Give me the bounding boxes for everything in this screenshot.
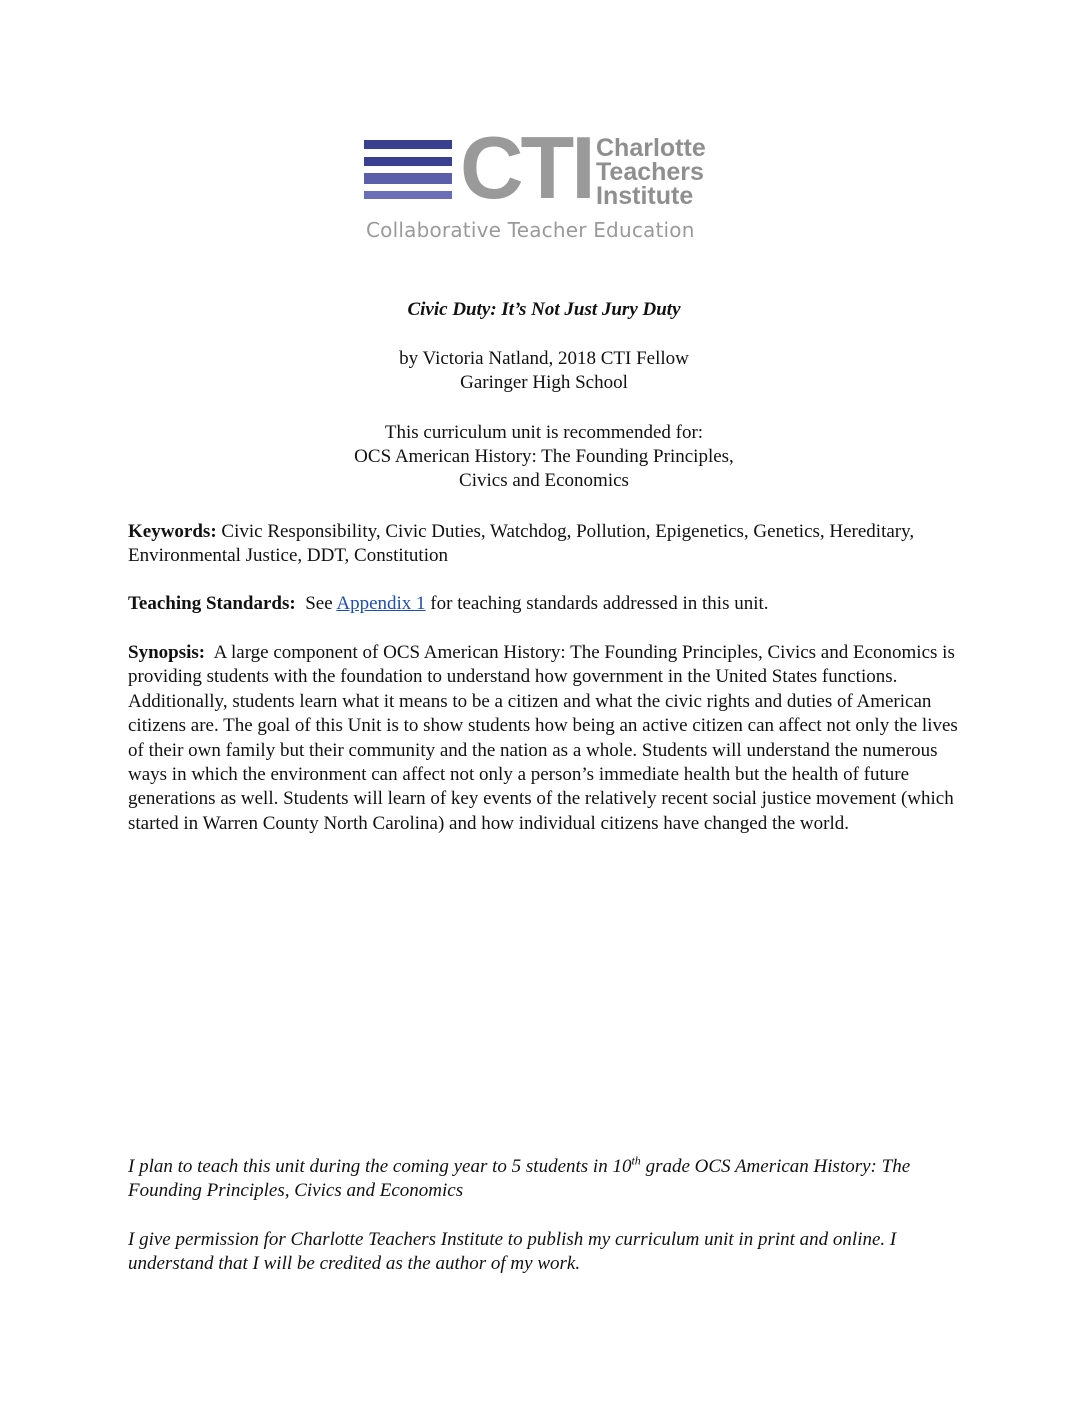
author-line: by Victoria Natland, 2018 CTI Fellow bbox=[399, 348, 689, 369]
logo-name bbox=[596, 136, 706, 208]
logo-tagline: Collaborative Teacher Education bbox=[366, 218, 695, 242]
logo-stripe bbox=[364, 173, 452, 184]
synopsis-text: A large component of OCS American History: The Founding Principles, Civics and Economics is providing students with the foundation to understand how government in the United States functions. Additionally, students learn what it means to be a citizen and what the civic rights and duties of American citizens are. The goal of this Unit is to show students how being an active citizen can affect not only the lives of their own family but their community and the nation as a whole. Students will understand the numerous ways in which the environment can affect not only a person’s immediate health but the health of future generations as well. Students will learn of key events of the relatively recent social justice movement (which started in Warren County North Carolina) and how individual citizens have changed the world. bbox=[128, 642, 958, 834]
plan-superscript: th bbox=[631, 1153, 641, 1168]
recommendation-intro: This curriculum unit is recommended for: bbox=[384, 422, 704, 443]
plan-text-rest: grade OCS American History: The Founding Principles, Civics and Economics bbox=[128, 1156, 911, 1202]
document-title: Civic Duty: It’s Not Just Jury Duty bbox=[407, 299, 681, 320]
school-line: Garinger High School bbox=[460, 372, 628, 393]
synopsis-label: Synopsis: bbox=[128, 642, 206, 663]
keywords-label: Keywords: bbox=[128, 521, 217, 542]
logo-stripes-icon bbox=[364, 140, 452, 220]
logo-name-line: Teachers bbox=[596, 158, 704, 186]
teaching-standards-see: See bbox=[305, 593, 333, 614]
logo-name-line: Charlotte bbox=[596, 134, 706, 162]
keywords-paragraph bbox=[128, 520, 960, 569]
cti-logo bbox=[364, 118, 724, 246]
synopsis-paragraph bbox=[128, 641, 960, 836]
permission-statement: I give permission for Charlotte Teachers Institute to publish my curriculum unit in print and online. I understand that I will be credited as the author of my work. bbox=[128, 1229, 897, 1275]
keywords-text: Civic Responsibility, Civic Duties, Watchdog, Pollution, Epigenetics, Genetics, Hereditary, Environmental Justice, DDT, Constitution bbox=[128, 521, 915, 567]
logo-stripe bbox=[364, 191, 452, 199]
logo-stripe bbox=[364, 157, 452, 166]
course-line: OCS American History: The Founding Principles, bbox=[354, 446, 734, 467]
course-line: Civics and Economics bbox=[459, 470, 629, 491]
logo-letters: CTI bbox=[460, 118, 593, 217]
recommendation bbox=[0, 421, 1088, 493]
teaching-standards-text: for teaching standards addressed in this unit. bbox=[430, 593, 769, 614]
teaching-plan-statement bbox=[128, 1155, 960, 1204]
teaching-standards-label: Teaching Standards: bbox=[128, 593, 296, 614]
logo-name-line: Institute bbox=[596, 182, 694, 210]
plan-text: I plan to teach this unit during the coming year to 5 students in 10 bbox=[128, 1156, 632, 1177]
appendix-link[interactable]: Appendix 1 bbox=[336, 593, 426, 614]
teaching-standards-paragraph bbox=[128, 592, 960, 616]
byline bbox=[0, 347, 1088, 395]
logo-stripe bbox=[364, 140, 452, 149]
